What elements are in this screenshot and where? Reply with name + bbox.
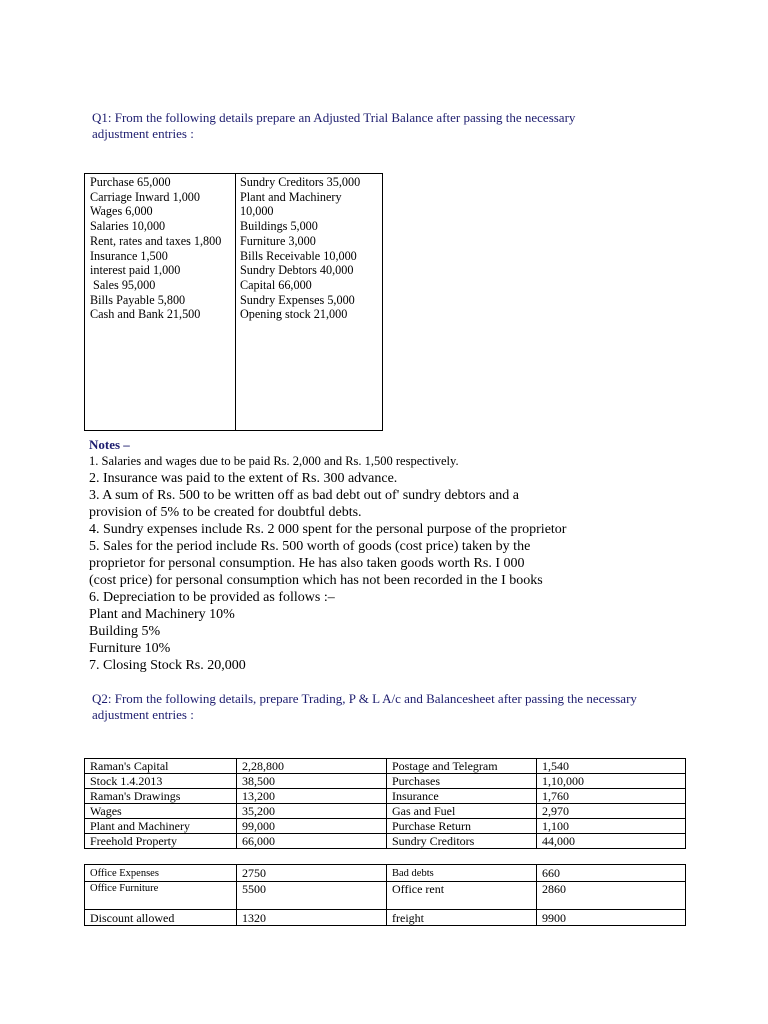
table-cell: 99,000 [237, 819, 387, 834]
table-row [85, 819, 686, 834]
note-line: 7. Closing Stock Rs. 20,000 [89, 658, 246, 673]
table-cell: Office Expenses [85, 865, 237, 882]
table-cell: Sundry Creditors [387, 834, 537, 849]
table-cell: 2750 [237, 865, 387, 882]
table-cell: 2,28,800 [237, 759, 387, 774]
note-line: (cost price) for personal consumption which has not been recorded in the I books [89, 573, 543, 588]
list-item: Sundry Expenses 5,000 [240, 292, 355, 307]
table-cell: Insurance [387, 789, 537, 804]
table-cell: 35,200 [237, 804, 387, 819]
q2-accounts-table [84, 758, 686, 849]
q1-heading: Q1: From the following details prepare an Adjusted Trial Balance after passing the necessary adjustment entries : [92, 110, 576, 141]
list-item: Bills Payable 5,800 [90, 292, 186, 307]
table-row [85, 774, 686, 789]
list-item: Plant and Machinery [240, 189, 342, 204]
list-item: Sundry Debtors 40,000 [240, 263, 354, 278]
table-cell: 2,970 [537, 804, 686, 819]
table-cell: 66,000 [237, 834, 387, 849]
note-line: proprietor for personal consumption. He has also taken goods worth Rs. I 000 [89, 556, 525, 571]
list-item: interest paid 1,000 [90, 263, 181, 278]
table-row [85, 759, 686, 774]
table-cell: 1,540 [537, 759, 686, 774]
table-cell: 2860 [537, 882, 686, 910]
table-cell: 660 [537, 865, 686, 882]
list-item: Bills Receivable 10,000 [240, 248, 357, 263]
list-item: 10,000 [240, 204, 274, 219]
note-line: Building 5% [89, 624, 161, 639]
table-cell: Office Furniture [85, 882, 237, 910]
q2-expenses-table [84, 864, 686, 926]
q1-right-column [240, 175, 380, 322]
table-cell: 1,100 [537, 819, 686, 834]
note-line: 1. Salaries and wages due to be paid Rs. 2,000 and Rs. 1,500 respectively. [89, 454, 459, 468]
table-cell: Raman's Capital [85, 759, 237, 774]
notes-section [89, 437, 709, 674]
note-line: 5. Sales for the period include Rs. 500 worth of goods (cost price) taken by the [89, 539, 531, 554]
note-line: provision of 5% to be created for doubtful debts. [89, 505, 362, 520]
note-line: 4. Sundry expenses include Rs. 2 000 spent for the personal purpose of the proprietor [89, 522, 567, 537]
table-cell: Freehold Property [85, 834, 237, 849]
note-line: 2. Insurance was paid to the extent of Rs. 300 advance. [89, 471, 398, 486]
column-divider [235, 174, 236, 430]
table-row [85, 882, 686, 910]
list-item: Carriage Inward 1,000 [90, 189, 200, 204]
list-item: Capital 66,000 [240, 277, 312, 292]
notes-title: Notes – [89, 437, 130, 452]
table-cell: 38,500 [237, 774, 387, 789]
table-cell: Raman's Drawings [85, 789, 237, 804]
table-cell: Purchases [387, 774, 537, 789]
q1-left-column [90, 175, 235, 322]
table-cell: Discount allowed [85, 910, 237, 926]
list-item: Sales 95,000 [90, 277, 156, 292]
list-item: Buildings 5,000 [240, 219, 318, 234]
table-cell: Stock 1.4.2013 [85, 774, 237, 789]
table-row [85, 910, 686, 926]
table-cell: 1320 [237, 910, 387, 926]
table-row [85, 834, 686, 849]
table-cell: 5500 [237, 882, 387, 910]
table-cell: 13,200 [237, 789, 387, 804]
list-item: Insurance 1,500 [90, 248, 168, 263]
list-item: Wages 6,000 [90, 204, 153, 219]
note-line: Furniture 10% [89, 641, 171, 656]
table-cell: 1,760 [537, 789, 686, 804]
note-line: Plant and Machinery 10% [89, 607, 235, 622]
table-cell: Postage and Telegram [387, 759, 537, 774]
table-row [85, 865, 686, 882]
table-cell: Wages [85, 804, 237, 819]
table-cell: freight [387, 910, 537, 926]
list-item: Opening stock 21,000 [240, 307, 348, 322]
table-cell: Plant and Machinery [85, 819, 237, 834]
list-item: Cash and Bank 21,500 [90, 307, 201, 322]
q2-heading: Q2: From the following details, prepare Trading, P & L A/c and Balancesheet after passing the necessary adjustment entries : [92, 691, 637, 722]
list-item: Sundry Creditors 35,000 [240, 175, 361, 189]
table-cell: Office rent [387, 882, 537, 910]
note-line: 3. A sum of Rs. 500 to be written off as bad debt out of' sundry debtors and a [89, 488, 519, 503]
list-item: Rent, rates and taxes 1,800 [90, 233, 222, 248]
note-line: 6. Depreciation to be provided as follows :– [89, 590, 335, 605]
table-cell: Bad debts [387, 865, 537, 882]
q1-trial-balance-box [84, 173, 383, 431]
table-cell: Purchase Return [387, 819, 537, 834]
list-item: Furniture 3,000 [240, 233, 316, 248]
table-row [85, 789, 686, 804]
table-row [85, 804, 686, 819]
table-cell: Gas and Fuel [387, 804, 537, 819]
list-item: Purchase 65,000 [90, 175, 171, 189]
list-item: Salaries 10,000 [90, 219, 166, 234]
table-cell: 44,000 [537, 834, 686, 849]
table-cell: 9900 [537, 910, 686, 926]
table-cell: 1,10,000 [537, 774, 686, 789]
